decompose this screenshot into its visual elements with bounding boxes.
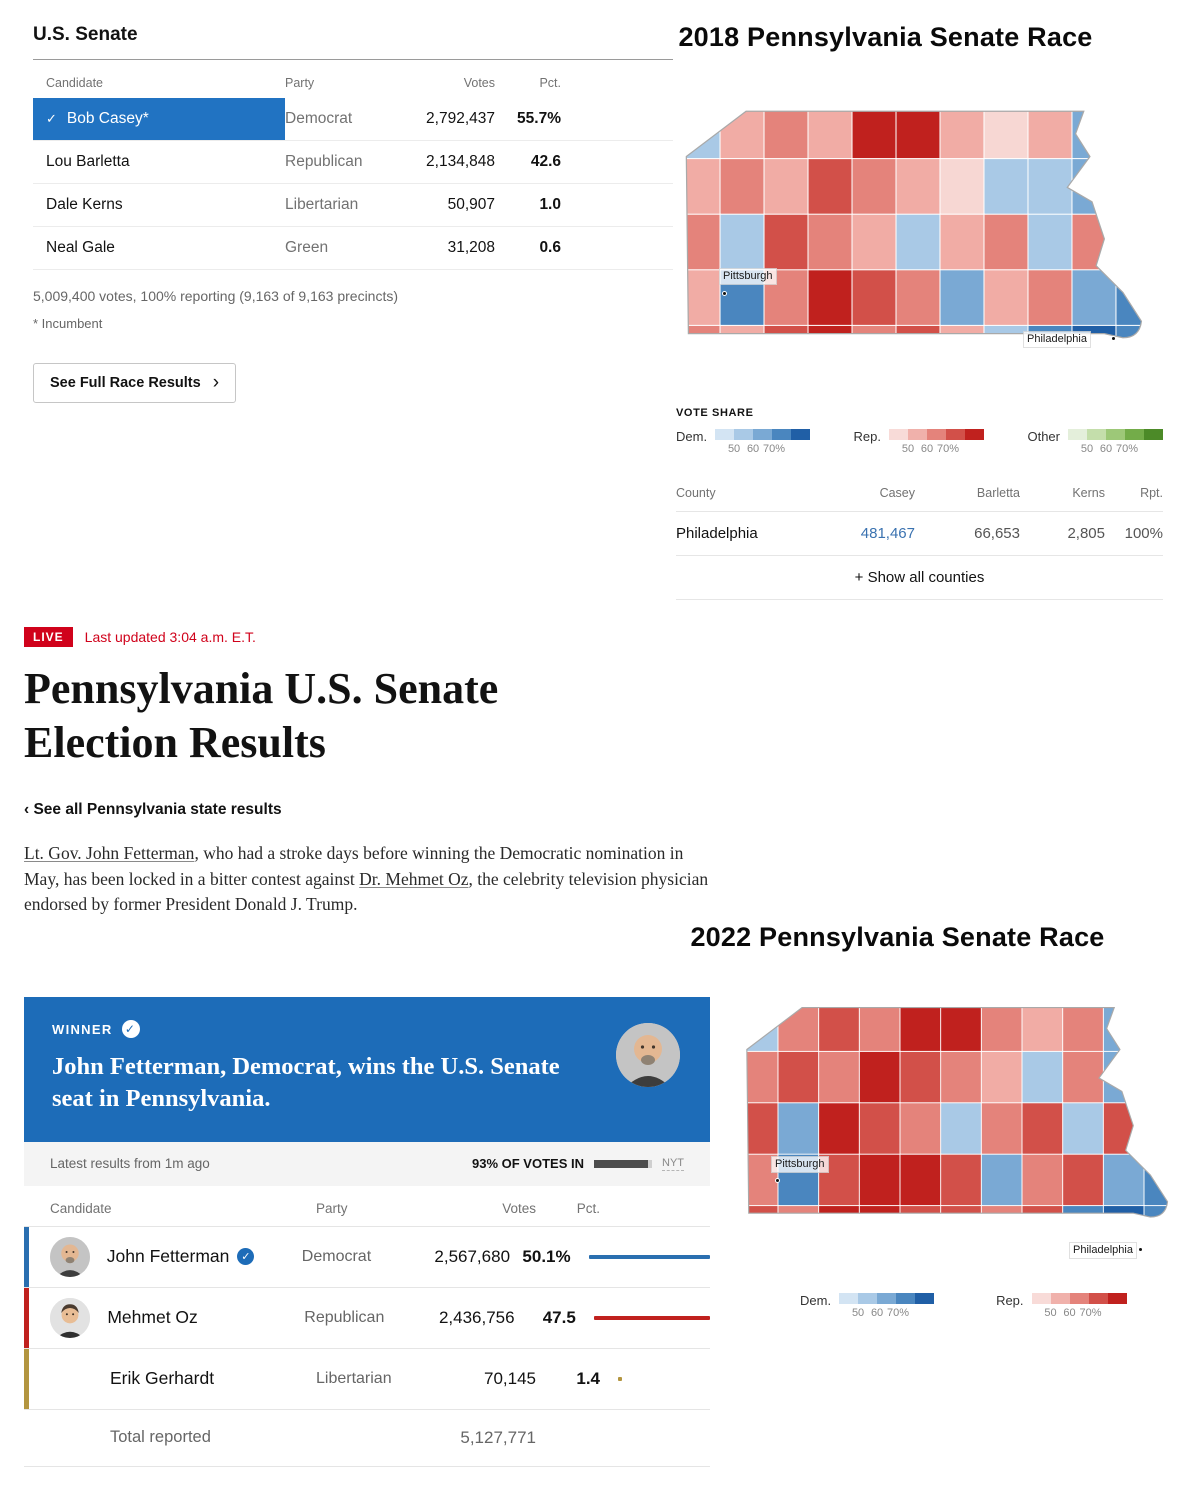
candidate-votes: 70,145 — [484, 1368, 536, 1388]
votes-in-progress-bar — [594, 1160, 652, 1168]
table-row[interactable] — [33, 227, 673, 270]
legend-group-other — [1027, 429, 1163, 456]
candidate-name: Dale Kerns — [46, 196, 123, 213]
candidate-votes: 2,436,756 — [438, 1307, 515, 1327]
live-badge: LIVE — [24, 627, 73, 647]
scale-ticks: 50 60 70% — [1044, 1307, 1102, 1319]
fetterman-avatar — [616, 1023, 680, 1087]
party-color-strip — [24, 1288, 29, 1348]
total-votes: 5,127,771 — [460, 1427, 536, 1447]
candidate-pct: 0.6 — [539, 239, 561, 256]
fetterman-avatar — [50, 1237, 90, 1277]
legend-group-rep — [854, 429, 984, 456]
city-dot — [1111, 336, 1116, 341]
reporting-footnote: 5,009,400 votes, 100% reporting (9,163 of 9,163 precincts) — [33, 288, 399, 304]
legend-label: Rep. — [853, 429, 881, 444]
candidate-name: Lou Barletta — [46, 153, 130, 170]
col-party: Party — [285, 76, 315, 90]
city-dot — [1138, 1247, 1143, 1252]
county-results-table — [676, 486, 1163, 600]
county-name: Philadelphia — [676, 525, 758, 542]
chevron-right-icon: › — [212, 372, 220, 393]
candidate-pct: 1.0 — [539, 196, 561, 213]
legend-group-dem — [800, 1293, 934, 1320]
candidate-pct: 50.1% — [522, 1246, 571, 1266]
oz-avatar — [50, 1298, 90, 1338]
senate-2018-module — [33, 24, 673, 403]
winner-check-icon: ✓ — [46, 111, 57, 126]
candidate-pct: 55.7% — [517, 110, 561, 127]
scale-ticks: 50 60 70% — [901, 443, 960, 455]
col-pct: Pct. — [539, 76, 561, 90]
vote-share-title: VOTE SHARE — [676, 407, 754, 419]
table-row[interactable] — [24, 1226, 710, 1287]
col-casey: Casey — [879, 486, 915, 500]
candidate-name: Mehmet Oz — [107, 1307, 198, 1328]
candidate-votes: 31,208 — [447, 239, 495, 256]
winner-check-icon: ✓ — [122, 1020, 140, 1038]
rep-color-scale — [1032, 1293, 1127, 1304]
show-all-counties-button[interactable]: + Show all counties — [676, 555, 1163, 600]
race-2022-heading: 2022 Pennsylvania Senate Race — [690, 922, 1105, 952]
candidate-party: Republican — [304, 1308, 385, 1326]
winner-card-2022 — [24, 997, 710, 1467]
latest-results-text: Latest results from 1m ago — [50, 1156, 210, 1172]
city-dot — [722, 291, 727, 296]
candidate-pct: 42.6 — [530, 153, 561, 170]
col-candidate: Candidate — [50, 1200, 112, 1216]
see-full-race-results-button[interactable]: See Full Race Results › — [33, 363, 236, 403]
back-to-state-results-link[interactable]: ‹ See all Pennsylvania state results — [24, 801, 282, 818]
winner-check-icon: ✓ — [237, 1248, 254, 1265]
pct-bar — [589, 1255, 710, 1259]
legend-group-rep — [996, 1293, 1126, 1320]
table-row[interactable] — [33, 184, 673, 227]
legend-label: Other — [1027, 429, 1060, 444]
city-label-pittsburgh: Pittsburgh — [771, 1156, 829, 1173]
table-row[interactable] — [33, 141, 673, 184]
candidate-party: Libertarian — [285, 196, 359, 213]
results-table-header — [24, 1186, 710, 1226]
fetterman-link[interactable]: Lt. Gov. John Fetterman — [24, 843, 195, 863]
city-label-philadelphia: Philadelphia — [1023, 331, 1091, 348]
legend-label: Rep. — [996, 1293, 1024, 1308]
scale-ticks: 50 60 70% — [1080, 443, 1138, 455]
other-color-scale — [1068, 429, 1163, 440]
pennsylvania-map-2018[interactable] — [675, 103, 1161, 381]
table-row[interactable] — [24, 1348, 710, 1409]
county-table-header — [676, 486, 1163, 511]
total-label: Total reported — [110, 1428, 211, 1447]
candidate-name: Bob Casey* — [66, 110, 149, 127]
results-table-header — [33, 60, 673, 98]
city-dot — [775, 1178, 780, 1183]
col-barletta: Barletta — [976, 486, 1020, 500]
results-status-bar — [24, 1142, 710, 1186]
pct-bar — [594, 1316, 710, 1320]
candidate-party: Libertarian — [316, 1369, 392, 1387]
votes-in-label: 93% OF VOTES IN — [472, 1156, 584, 1172]
page-title: Pennsylvania U.S. Senate Election Results — [24, 664, 499, 767]
winner-label: WINNER — [52, 1021, 113, 1037]
nyt-source-label[interactable]: NYT — [662, 1156, 684, 1169]
party-color-strip — [24, 1227, 29, 1287]
dem-color-scale — [715, 429, 810, 440]
live-status — [24, 627, 256, 647]
scale-ticks: 50 60 70% — [851, 1307, 910, 1319]
candidate-party: Republican — [285, 153, 363, 170]
pennsylvania-map-2022[interactable] — [737, 1000, 1185, 1257]
barletta-votes: 66,653 — [974, 525, 1020, 542]
map-legend-2022 — [800, 1293, 1127, 1320]
col-candidate: Candidate — [46, 76, 103, 90]
candidate-pct: 1.4 — [576, 1368, 600, 1388]
pct-bar — [618, 1377, 622, 1381]
party-color-strip — [24, 1349, 29, 1409]
candidate-votes: 50,907 — [447, 196, 495, 213]
col-pct: Pct. — [576, 1200, 600, 1216]
candidate-name: Erik Gerhardt — [110, 1368, 215, 1389]
city-label-pittsburgh: Pittsburgh — [719, 268, 777, 285]
vote-share-legend — [676, 407, 1163, 456]
dem-color-scale — [839, 1293, 934, 1304]
col-rpt: Rpt. — [1140, 486, 1163, 500]
col-kerns: Kerns — [1072, 486, 1105, 500]
county-row-philadelphia — [676, 511, 1163, 555]
candidate-pct: 47.5 — [542, 1307, 576, 1327]
race-2018-heading: 2018 Pennsylvania Senate Race — [678, 22, 1093, 52]
col-votes: Votes — [463, 76, 495, 90]
candidate-votes: 2,134,848 — [426, 153, 495, 170]
candidate-party: Democrat — [301, 1247, 372, 1265]
oz-link[interactable]: Dr. Mehmet Oz — [359, 868, 469, 889]
module-title: U.S. Senate — [33, 24, 673, 60]
last-updated-text: Last updated 3:04 a.m. E.T. — [84, 629, 256, 645]
choropleth-2022[interactable] — [737, 1000, 1185, 1257]
scale-ticks: 50 60 70% — [727, 443, 786, 455]
legend-label: Dem. — [676, 429, 708, 444]
table-row[interactable] — [24, 1287, 710, 1348]
intro-paragraph: Lt. Gov. John Fetterman, who had a stroke days before winning the Democratic nomination in May, has been locked in a bitter contest against Dr. Mehmet Oz, the celebrity television physician endorsed by former President Donald J. Trump. — [24, 843, 709, 915]
casey-votes-link[interactable]: 481,467 — [860, 525, 915, 542]
candidate-name: Neal Gale — [46, 239, 115, 256]
incumbent-note: * Incumbent — [33, 316, 103, 331]
col-county: County — [676, 486, 716, 500]
city-label-philadelphia: Philadelphia — [1069, 1242, 1137, 1259]
candidate-name: John Fetterman — [106, 1246, 230, 1267]
table-row[interactable] — [33, 98, 673, 141]
reporting-pct: 100% — [1124, 525, 1163, 542]
total-reported-row — [24, 1409, 710, 1467]
rep-color-scale — [889, 429, 984, 440]
winner-headline: John Fetterman, Democrat, wins the U.S. Senate seat in Pennsylvania. — [52, 1053, 560, 1113]
col-party: Party — [316, 1200, 348, 1216]
winner-banner — [24, 997, 710, 1142]
candidate-party: Democrat — [285, 110, 353, 127]
candidate-party: Green — [285, 239, 329, 256]
col-votes: Votes — [502, 1200, 536, 1216]
kerns-votes: 2,805 — [1067, 525, 1105, 542]
candidate-votes: 2,567,680 — [434, 1246, 511, 1266]
legend-group-dem — [676, 429, 810, 456]
legend-label: Dem. — [800, 1293, 832, 1308]
candidate-votes: 2,792,437 — [426, 110, 495, 127]
